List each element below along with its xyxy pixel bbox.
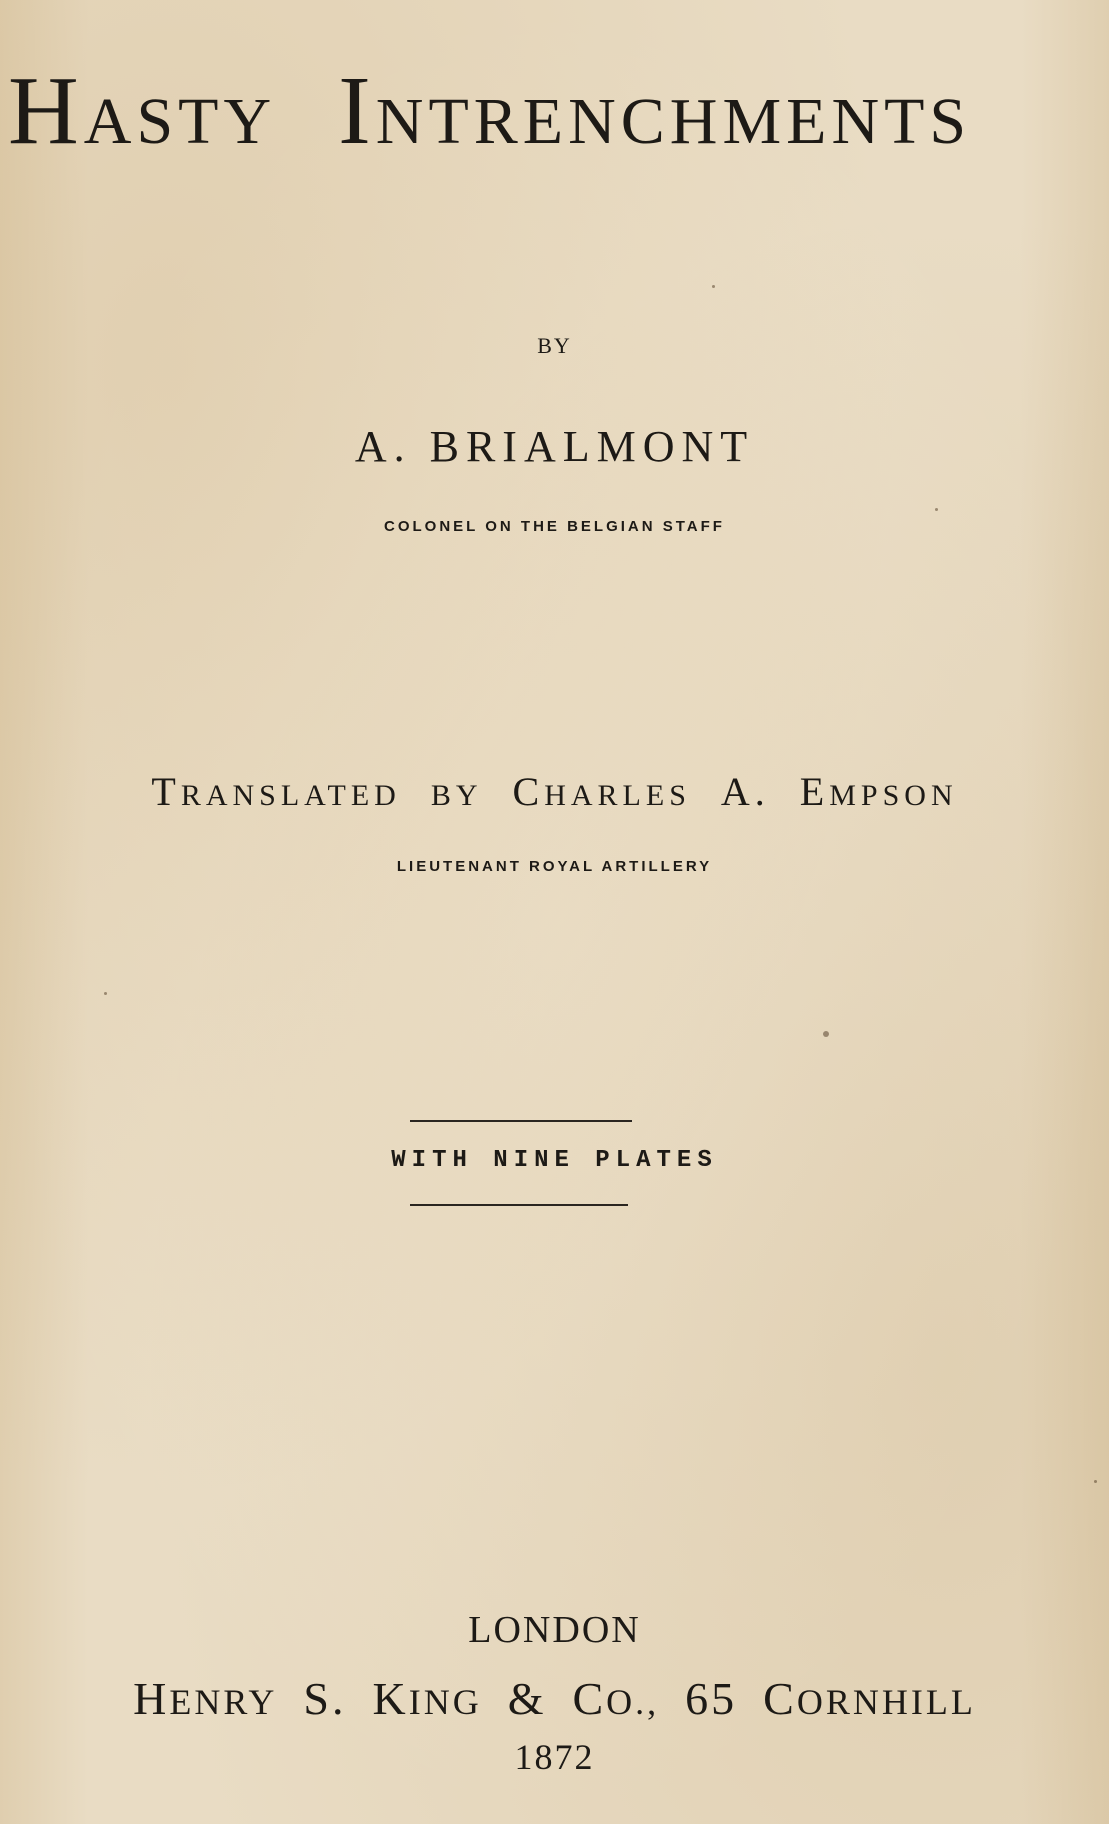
translated-initial: T xyxy=(151,769,181,814)
translator-middle: A. xyxy=(720,769,770,814)
translator-position: LIEUTENANT ROYAL ARTILLERY xyxy=(396,858,713,875)
paper-speck xyxy=(935,508,938,511)
title-word2-initial: I xyxy=(338,57,376,165)
publisher-w7-initial: C xyxy=(763,1673,797,1724)
imprint-publisher xyxy=(0,1672,1109,1725)
publisher-w7-rest: ORNHILL xyxy=(796,1682,976,1722)
publisher-w1-initial: H xyxy=(133,1673,170,1724)
translator-last-initial: E xyxy=(799,769,830,814)
divider-bottom xyxy=(410,1204,628,1206)
title-word1-initial: H xyxy=(8,57,84,165)
translator-first-rest: HARLES xyxy=(544,779,691,812)
translated-rest: RANSLATED xyxy=(180,779,401,812)
imprint-year: 1872 xyxy=(514,1737,595,1777)
publisher-w5-initial: C xyxy=(572,1673,607,1724)
imprint-city: LONDON xyxy=(468,1609,641,1651)
publisher-w2: S. xyxy=(303,1673,347,1724)
paper-speck xyxy=(104,992,107,995)
paper-speck xyxy=(712,285,715,288)
author-name: A. BRIALMONT xyxy=(354,422,755,471)
plates-note: WITH NINE PLATES xyxy=(391,1147,718,1174)
translator-line xyxy=(0,768,1109,815)
publisher-number: 65 xyxy=(685,1673,738,1724)
publisher-w1-rest: ENRY xyxy=(169,1682,278,1722)
by-label: BY xyxy=(537,333,572,358)
translator-last-rest: MPSON xyxy=(829,779,958,812)
publisher-ampersand: & xyxy=(507,1673,547,1724)
title-word1-rest: ASTY xyxy=(83,85,277,158)
publisher-w5-rest: O., xyxy=(606,1682,660,1722)
author-position: COLONEL ON THE BELGIAN STAFF xyxy=(384,518,725,535)
paper-speck xyxy=(823,1031,829,1037)
translated-by: BY xyxy=(430,779,483,812)
publisher-w3-initial: K xyxy=(372,1673,409,1724)
divider-top xyxy=(410,1120,632,1122)
translator-first-initial: C xyxy=(512,769,545,814)
publisher-w3-rest: ING xyxy=(408,1682,482,1722)
paper-speck xyxy=(1094,1480,1097,1483)
book-title xyxy=(8,57,1008,165)
title-word2-rest: NTRENCHMENTS xyxy=(375,85,972,158)
